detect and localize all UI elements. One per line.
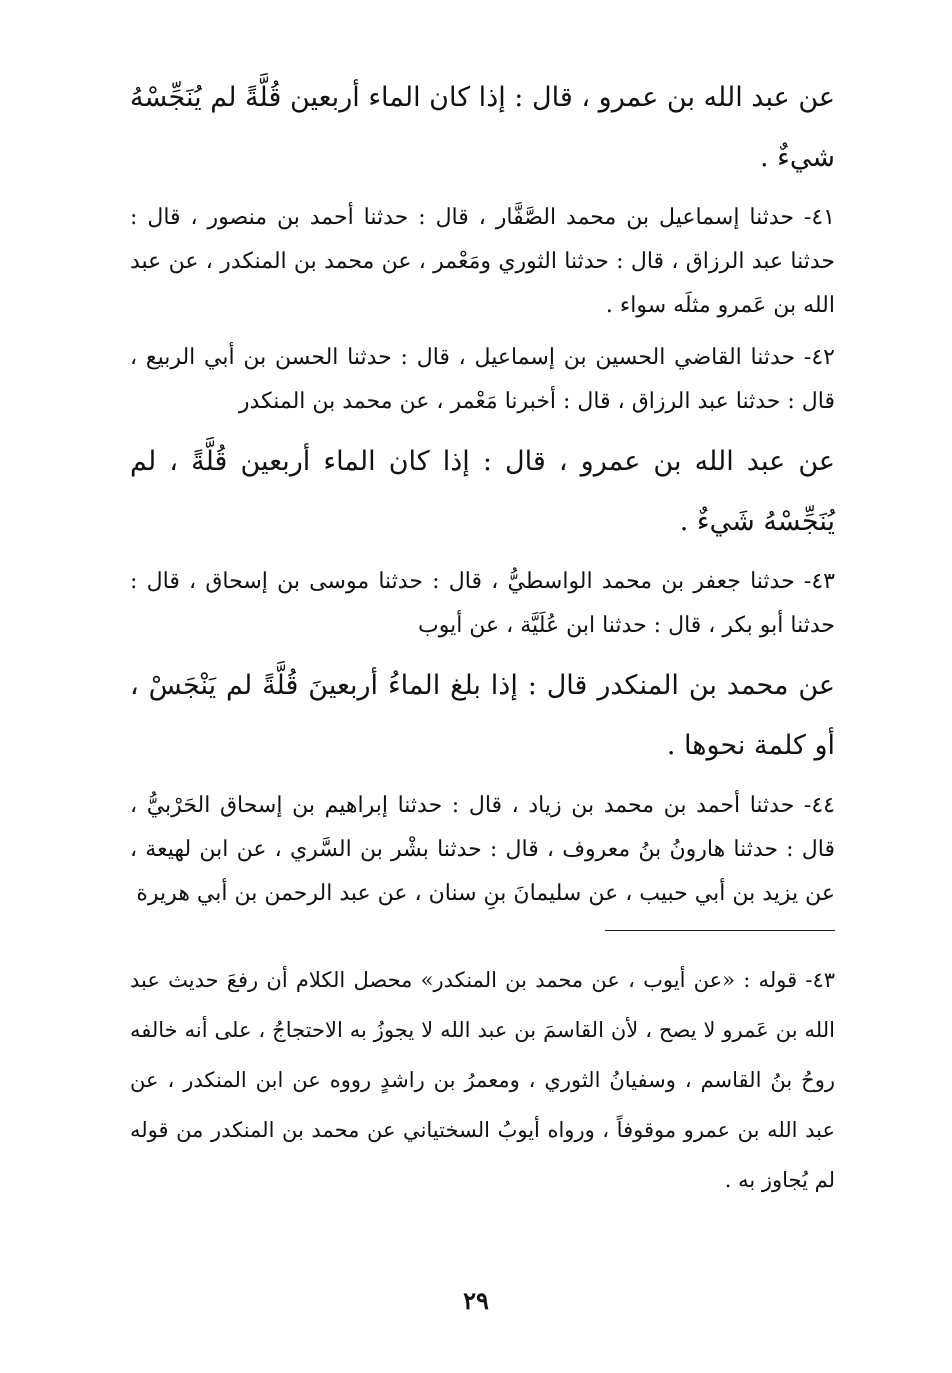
hadith-text-42: عن عبد الله بن عمرو ، قال : إذا كان الماء أربعين قُلَّةً ، لم يُنَجِّسْهُ شَيءٌ . [130,446,835,537]
footnote-divider [605,930,835,931]
footnote-43: ٤٣- قوله : «عن أيوب ، عن محمد بن المنكدر» محصل الكلام أن رفعَ حديث عبد الله بن عَمرو لا يصح ، لأن القاسمَ بن عبد الله لا يجوزُ به الاحتجاجُ ، على أنه خالفه روحُ بنُ القاسم ، وسفيانُ الثوري ، ومعمرُ بن راشدٍ رووه عن ابن المنكدر ، عن عبد الله بن عمرو موقوفاً ، ورواه أيوبُ السختياني عن محمد بن المنكدر من قوله لم يُجاوز به . [130,968,835,1192]
hadith-text-43: عن محمد بن المنكدر قال : إذا بلغ الماءُ أربعينَ قُلَّةً لم يَنْجَسْ ، أو كلمة نحوها . [130,670,835,761]
isnad-44: ٤٤- حدثنا أحمد بن محمد بن زياد ، قال : حدثنا إبراهيم بن إسحاق الحَرْبيُّ ، قال : حدثنا هارونُ بنُ معروف ، قال : حدثنا بشْر بن السَّري ، عن ابن لهيعة ، عن يزيد بن أبي حبيب ، عن سليمانَ بنِ سنان ، عن عبد الرحمن بن أبي هريرة [130,793,835,906]
page-content [130,68,835,1205]
isnad-41: ٤١- حدثنا إسماعيل بن محمد الصَّفَّار ، قال : حدثنا أحمد بن منصور ، قال : حدثنا عبد الرزاق ، قال : حدثنا الثوري ومَعْمر ، عن محمد بن المنكدر ، عن عبد الله بن عَمرو مثلَه سواء . [130,205,835,318]
hadith-text-1: عن عبد الله بن عمرو ، قال : إذا كان الماء أربعين قُلَّةً لم يُنَجِّسْهُ شيءٌ . [130,82,835,173]
page-number: ٢٩ [463,1286,489,1315]
isnad-43: ٤٣- حدثنا جعفر بن محمد الواسطيُّ ، قال : حدثنا موسى بن إسحاق ، قال : حدثنا أبو بكر ، قال : حدثنا ابن عُلَيَّة ، عن أيوب [130,569,835,638]
main-text [130,68,835,916]
isnad-42: ٤٢- حدثنا القاضي الحسين بن إسماعيل ، قال : حدثنا الحسن بن أبي الربيع ، قال : حدثنا عبد الرزاق ، قال : أخبرنا مَعْمر ، عن محمد بن المنكدر [130,345,835,414]
